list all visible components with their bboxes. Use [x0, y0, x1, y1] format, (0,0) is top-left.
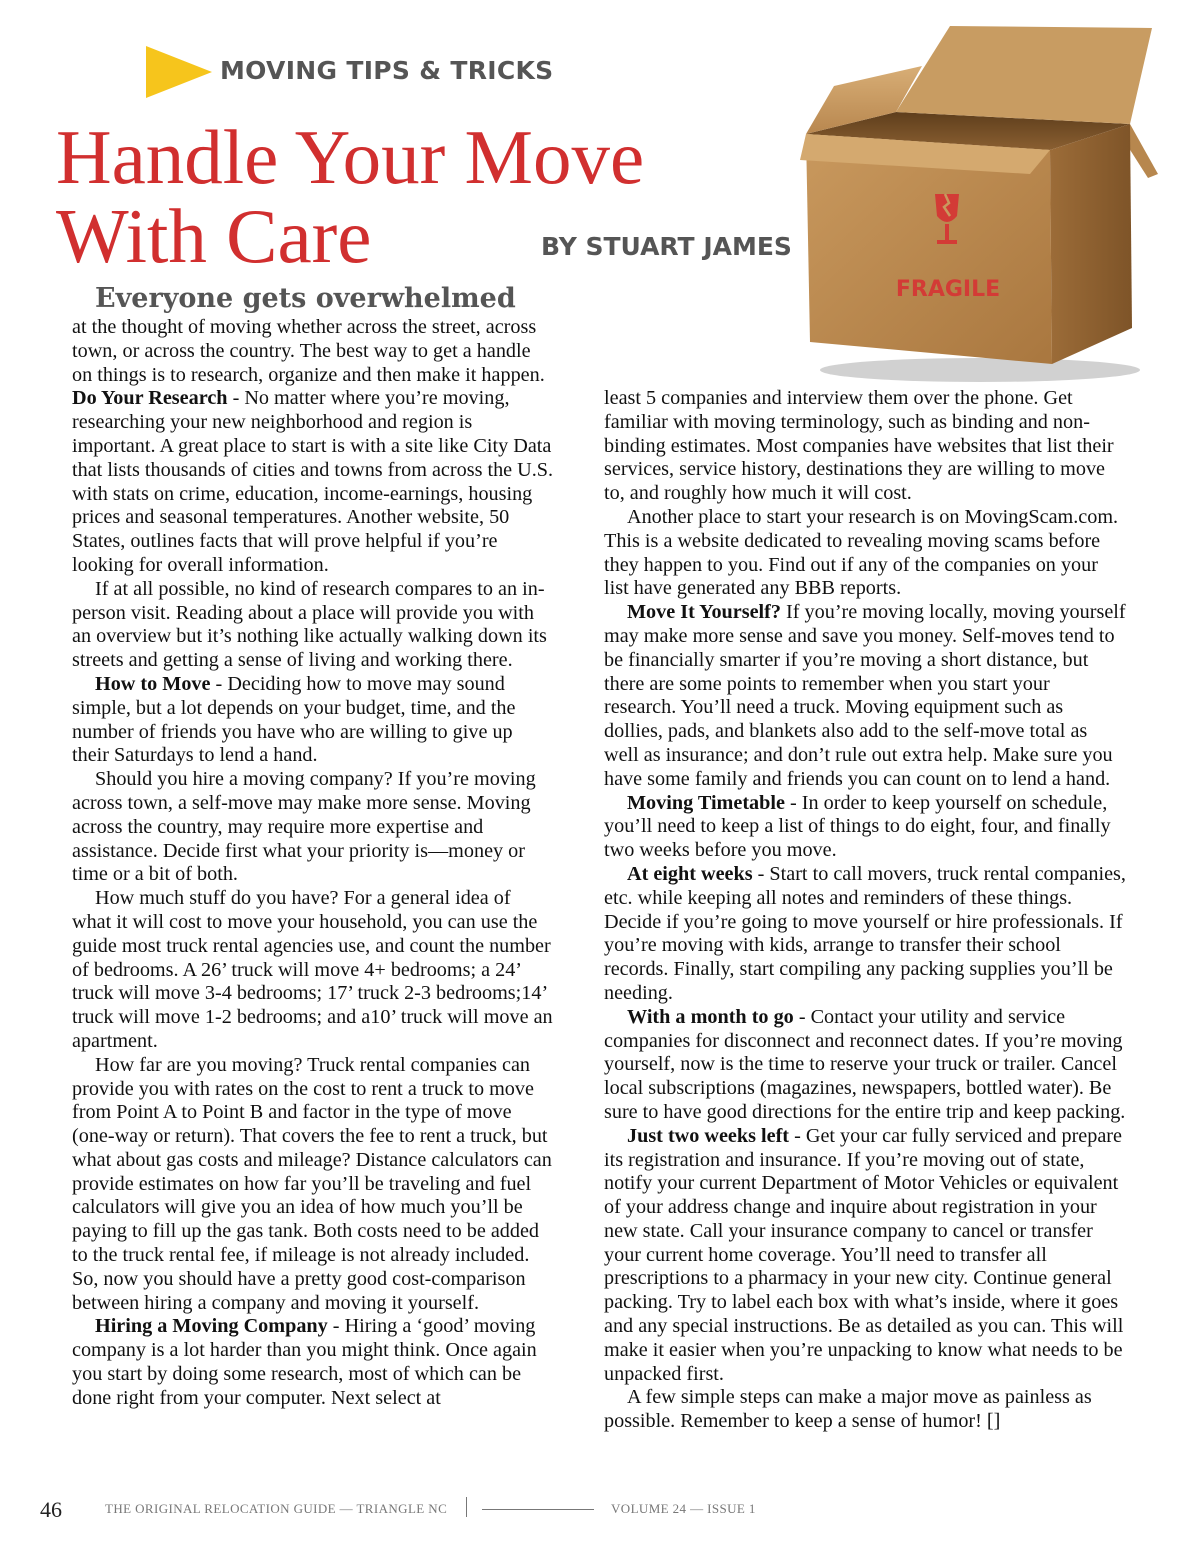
intro-paragraph: at the thought of moving whether across the street, across town, or across the country. The best way to get a handle on things is to research, organize and then make it happen. [72, 316, 545, 386]
right-column [604, 387, 1126, 1434]
byline: BY STUART JAMES [541, 232, 792, 261]
how-paragraph: How to Move - Deciding how to move may sound simple, but a lot depends on your budget, time, and the number of friends you have who are willing to give up their Saturdays to lend a hand. [72, 672, 516, 767]
hiring-paragraph: Hiring a Moving Company - Hiring a ‘good’ moving company is a lot harder than you might think. Once again you start by doing some research, most of which can be done right from your computer. Next select at [72, 1315, 537, 1409]
two-weeks-paragraph: Just two weeks left - Get your car fully serviced and prepare its registration and insurance. If you’re moving out of state, notify your current Department of Motor Vehicles or equivalent of your address change and inquire about registration in your new state. Call your insurance company to cancel or transfer your current home coverage. You’ll need to transfer all prescriptions to a pharmacy in your new city. Continue general packing. Try to label each box with what’s inside, where it goes and any special instructions. Be as detailed as you can. This will make it easier when you’re unpacking to know what needs to be unpacked first. [604, 1124, 1124, 1385]
article-headline: Handle Your Move With Care [56, 114, 645, 279]
research-paragraph-2: If at all possible, no kind of research compares to an in-person visit. Reading about a place will provide you with an overview but it’s nothing like actually walking down its streets and getting a sense of living and working there. [72, 577, 547, 672]
month-to-go-paragraph: With a month to go - Contact your utility and service companies for disconnect and reconnect dates. If you’re moving yourself, now is the time to reserve your truck or trailer. Cancel local subscriptions (magazines, newspapers, bottled water). Be sure to have good directions for the entire trip and keep packing. [604, 1005, 1126, 1123]
how-paragraph-2: Should you hire a moving company? If you’re moving across town, a self-move may make more sense. Moving across the country, may require more expertise and assistance. Decide first what your priority is—money or time or a bit of both. [72, 768, 536, 886]
self-move-paragraph: Move It Yourself? If you’re moving locally, moving yourself may make more sense and save you money. Self-moves tend to be financially smarter if you’re moving a short distance, but there are some points to remember when you start your research. You’ll need a truck. Moving equipment such as dollies, pads, and blankets also add to the self-move total as well as insurance; and don’t rule out extra help. Make sure you have some family and friends you can count on to lend a hand. [604, 601, 1126, 790]
footer-issue: VOLUME 24 — ISSUE 1 [611, 1501, 756, 1516]
timetable-paragraph: Moving Timetable - In order to keep yourself on schedule, you’ll need to keep a list of things to do eight, four, and finally two weeks before you move. [604, 791, 1111, 862]
closing-paragraph: A few simple steps can make a major move as painless as possible. Remember to keep a sense of humor! [] [604, 1386, 1092, 1433]
kicker-triangle-icon [146, 46, 212, 98]
section-kicker: MOVING TIPS & TRICKS [220, 56, 554, 85]
footer-divider [466, 1497, 467, 1517]
eight-weeks-paragraph: At eight weeks - Start to call movers, truck rental companies, etc. while keeping all notes and reminders of these things. Decide if you’re going to move yourself or hire professionals. If you’re moving with kids, arrange to transfer their school records. Finally, start compiling any packing supplies you’ll be needing. [604, 862, 1126, 1004]
research-paragraph: Do Your Research - No matter where you’re moving, researching your new neighborhood and region is important. A great place to start is with a site like City Data that lists thousands of cities and towns from across the U.S. with stats on crime, education, income-earnings, housing prices and seasonal temperatures. Another website, 50 States, outlines facts that will prove helpful if you’re looking for overall information. [72, 387, 554, 576]
page-number: 46 [40, 1497, 62, 1522]
fragile-label: FRAGILE [895, 277, 1001, 302]
fragile-box-illustration [800, 24, 1160, 386]
left-column [72, 316, 554, 1411]
how-paragraph-4: How far are you moving? Truck rental companies can provide you with rates on the cost to rent a truck to move from Point A to Point B and factor in the type of move (one-way or return). That covers the fee to rent a truck, but what about gas costs and mileage? Distance calculators can provide estimates on how far you’ll be traveling and fuel calculators will give you an idea of how much you’ll be paying to fill up the gas tank. Both costs need to be added to the truck rental fee, if mileage is not already included. So, now you should have a pretty good cost-comparison between hiring a company and moving it yourself. [72, 1053, 552, 1314]
footer-rule [482, 1509, 594, 1510]
lead-heading: Everyone gets overwhelmed [95, 283, 516, 314]
hiring-paragraph-2: Another place to start your research is on MovingScam.com. This is a website dedicated to revealing moving scams before they happen to you. Find out if any of the companies on your list have generated any BBB reports. [604, 505, 1119, 600]
footer-publication: THE ORIGINAL RELOCATION GUIDE — TRIANGLE NC [105, 1501, 448, 1516]
hiring-continued: least 5 companies and interview them over the phone. Get familiar with moving terminology, such as binding and non-binding estimates. Most companies have websites that list their services, service history, destinations they are willing to move to, and roughly how much it will cost. [604, 387, 1114, 505]
how-paragraph-3: How much stuff do you have? For a general idea of what it will cost to move your household, you can use the guide most truck rental agencies use, and count the number of bedrooms. A 26’ truck will move 4+ bedrooms; a 24’ truck will move 3-4 bedrooms; 17’ truck 2-3 bedrooms;14’ truck will move 1-2 bedrooms; and a10’ truck will move an apartment. [72, 887, 553, 1052]
